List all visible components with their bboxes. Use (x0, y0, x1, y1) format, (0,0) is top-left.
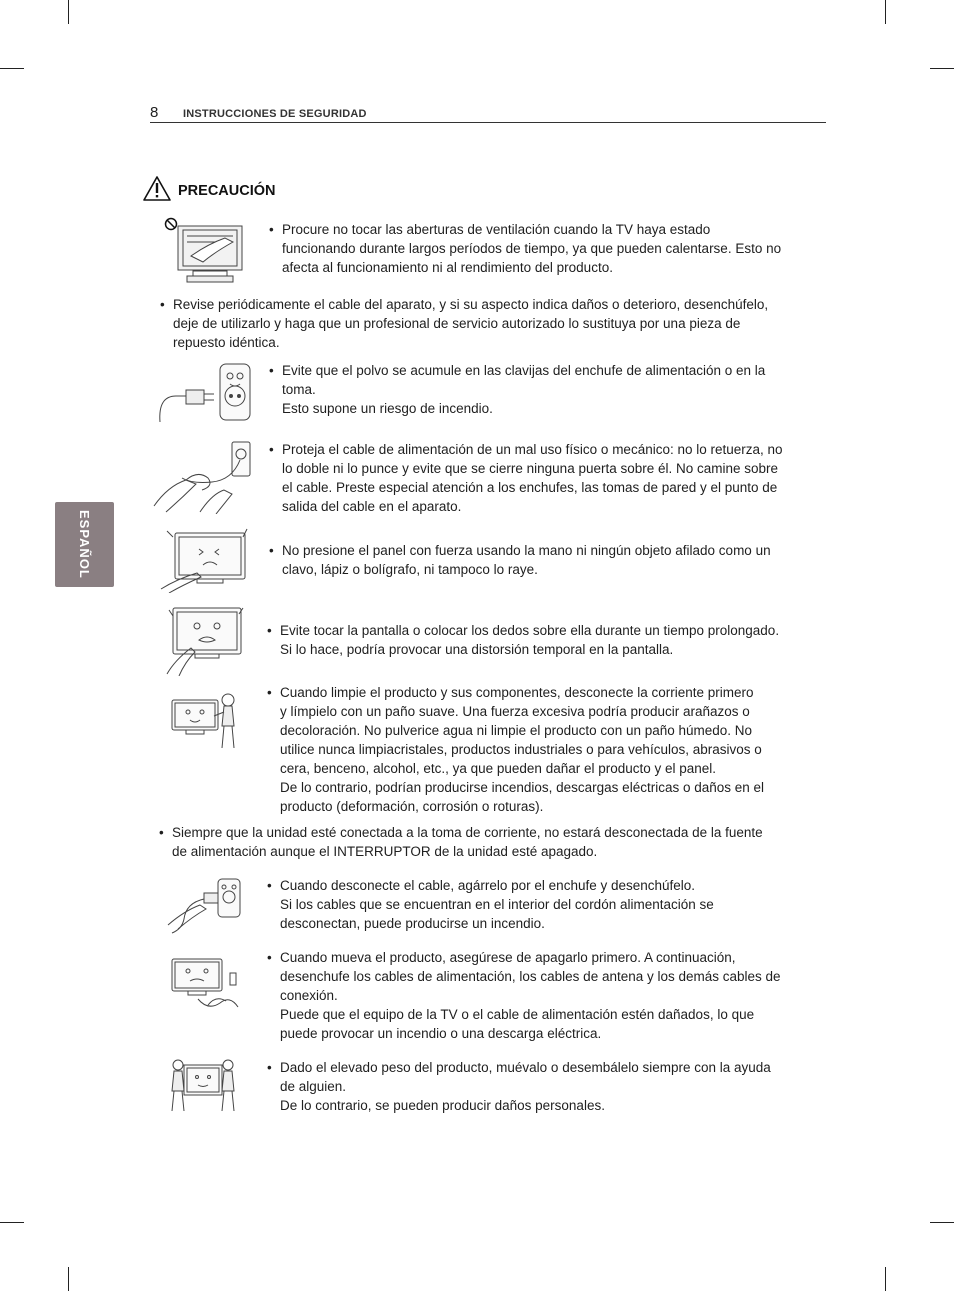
crop-mark (0, 68, 24, 69)
section-title: INSTRUCCIONES DE SEGURIDAD (183, 108, 367, 120)
list-item-cable-protect: • Proteja el cable de alimentación de un mal uso físico o mecánico: no lo retuerza, no lo doble ni lo punce y evite que se cierre ninguna puerta sobre él. No camine sobre el cable. Preste especial atención a los enchufes, las tomas de pared y el punto de salida del cable en el aparato. (269, 442, 783, 514)
hand-pulling-plug-icon (166, 873, 244, 935)
finger-on-screen-icon (165, 604, 245, 676)
list-item-power-connected: • Siempre que la unidad esté conectada a la toma de corriente, no estará desconectada de la fuente de alimentación aunque el INTERRUPTOR de la unidad esté apagado. (159, 825, 763, 859)
list-item-cable-check: • Revise periódicamente el cable del aparato, y si su aspecto indica daños o deterioro, desenchúfelo, deje de utilizarlo y haga que un profesional de servicio autorizado lo sustituya por una pieza de repuesto idéntica. (160, 297, 769, 350)
crop-mark (930, 1222, 954, 1223)
language-tab-label: ESPAÑOL (77, 510, 92, 579)
page-header (150, 100, 826, 123)
list-item-two-person-lift: • Dado el elevado peso del producto, muévalo o desembálelo siempre con la ayuda de alguien. De lo contrario, se pueden producir daños personales. (267, 1060, 771, 1113)
caution-heading (142, 175, 275, 207)
list-item-unplug-grip: • Cuando desconecte el cable, agárrelo por el enchufe y desenchúfelo. Si los cables que se encuentran en el interior del cordón alimentación se desconectan, puede producirse un incendio. (267, 878, 714, 931)
no-touch-ventilation-icon (163, 216, 245, 286)
crop-mark (68, 1267, 69, 1291)
crop-mark (885, 1267, 886, 1291)
language-tab (55, 502, 114, 587)
tv-with-cables-icon (168, 955, 244, 1015)
crop-mark (930, 68, 954, 69)
list-item-ventilation: • Procure no tocar las aberturas de ventilación cuando la TV haya estado funcionando durante largos períodos de tiempo, ya que pueden calentarse. Esto no afecta al funcionamiento ni al rendimiento del producto. (269, 222, 782, 275)
list-item-cleaning: • Cuando limpie el producto y sus componentes, desconecte la corriente primero y límpielo con un paño suave. Una fuerza excesiva podría producir arañazos o decoloración. No pulverice agua ni limpie el producto con un paño húmedo. No utilice nunca limpiacristales, productos industriales o para vehículos, abrasivos o cera, benceno, alcohol, etc., ya que pueden dañar el producto y el panel. De lo contrario, podrían producirse incendios, descargas eléctricas o daños en el producto (deformación, corrosión o roturas). (267, 685, 765, 814)
list-item-dust-plug: • Evite que el polvo se acumule en las clavijas del enchufe de alimentación o en la toma. Esto supone un riesgo de incendio. (269, 363, 766, 416)
page-number: 8 (150, 104, 159, 121)
two-people-carrying-tv-icon (168, 1057, 238, 1115)
hands-twisting-cable-icon (152, 440, 252, 514)
tv-pressed-icon (157, 527, 253, 593)
caution-title: PRECAUCIÓN (178, 183, 276, 199)
crop-mark (885, 0, 886, 24)
person-cleaning-tv-icon (168, 690, 240, 752)
list-item-move-product: • Cuando mueva el producto, asegúrese de apagarlo primero. A continuación, desenchufe los cables de alimentación, los cables de antena y los demás cables de conexión. Puede que el equipo de la TV o el cable de alimentación estén dañados, lo que puede provocar un incendio o una descarga eléctrica. (267, 950, 781, 1041)
plug-outlet-icon (156, 356, 252, 428)
warning-triangle-icon (142, 175, 172, 207)
crop-mark (0, 1222, 24, 1223)
crop-mark (68, 0, 69, 24)
list-item-no-press-panel: • No presione el panel con fuerza usando la mano ni ningún objeto afilado como un clavo, lápiz o bolígrafo, ni tampoco lo raye. (269, 543, 771, 577)
list-item-no-touch-screen: • Evite tocar la pantalla o colocar los dedos sobre ella durante un tiempo prolongado. Si lo hace, podría provocar una distorsión temporal en la pantalla. (267, 623, 780, 657)
